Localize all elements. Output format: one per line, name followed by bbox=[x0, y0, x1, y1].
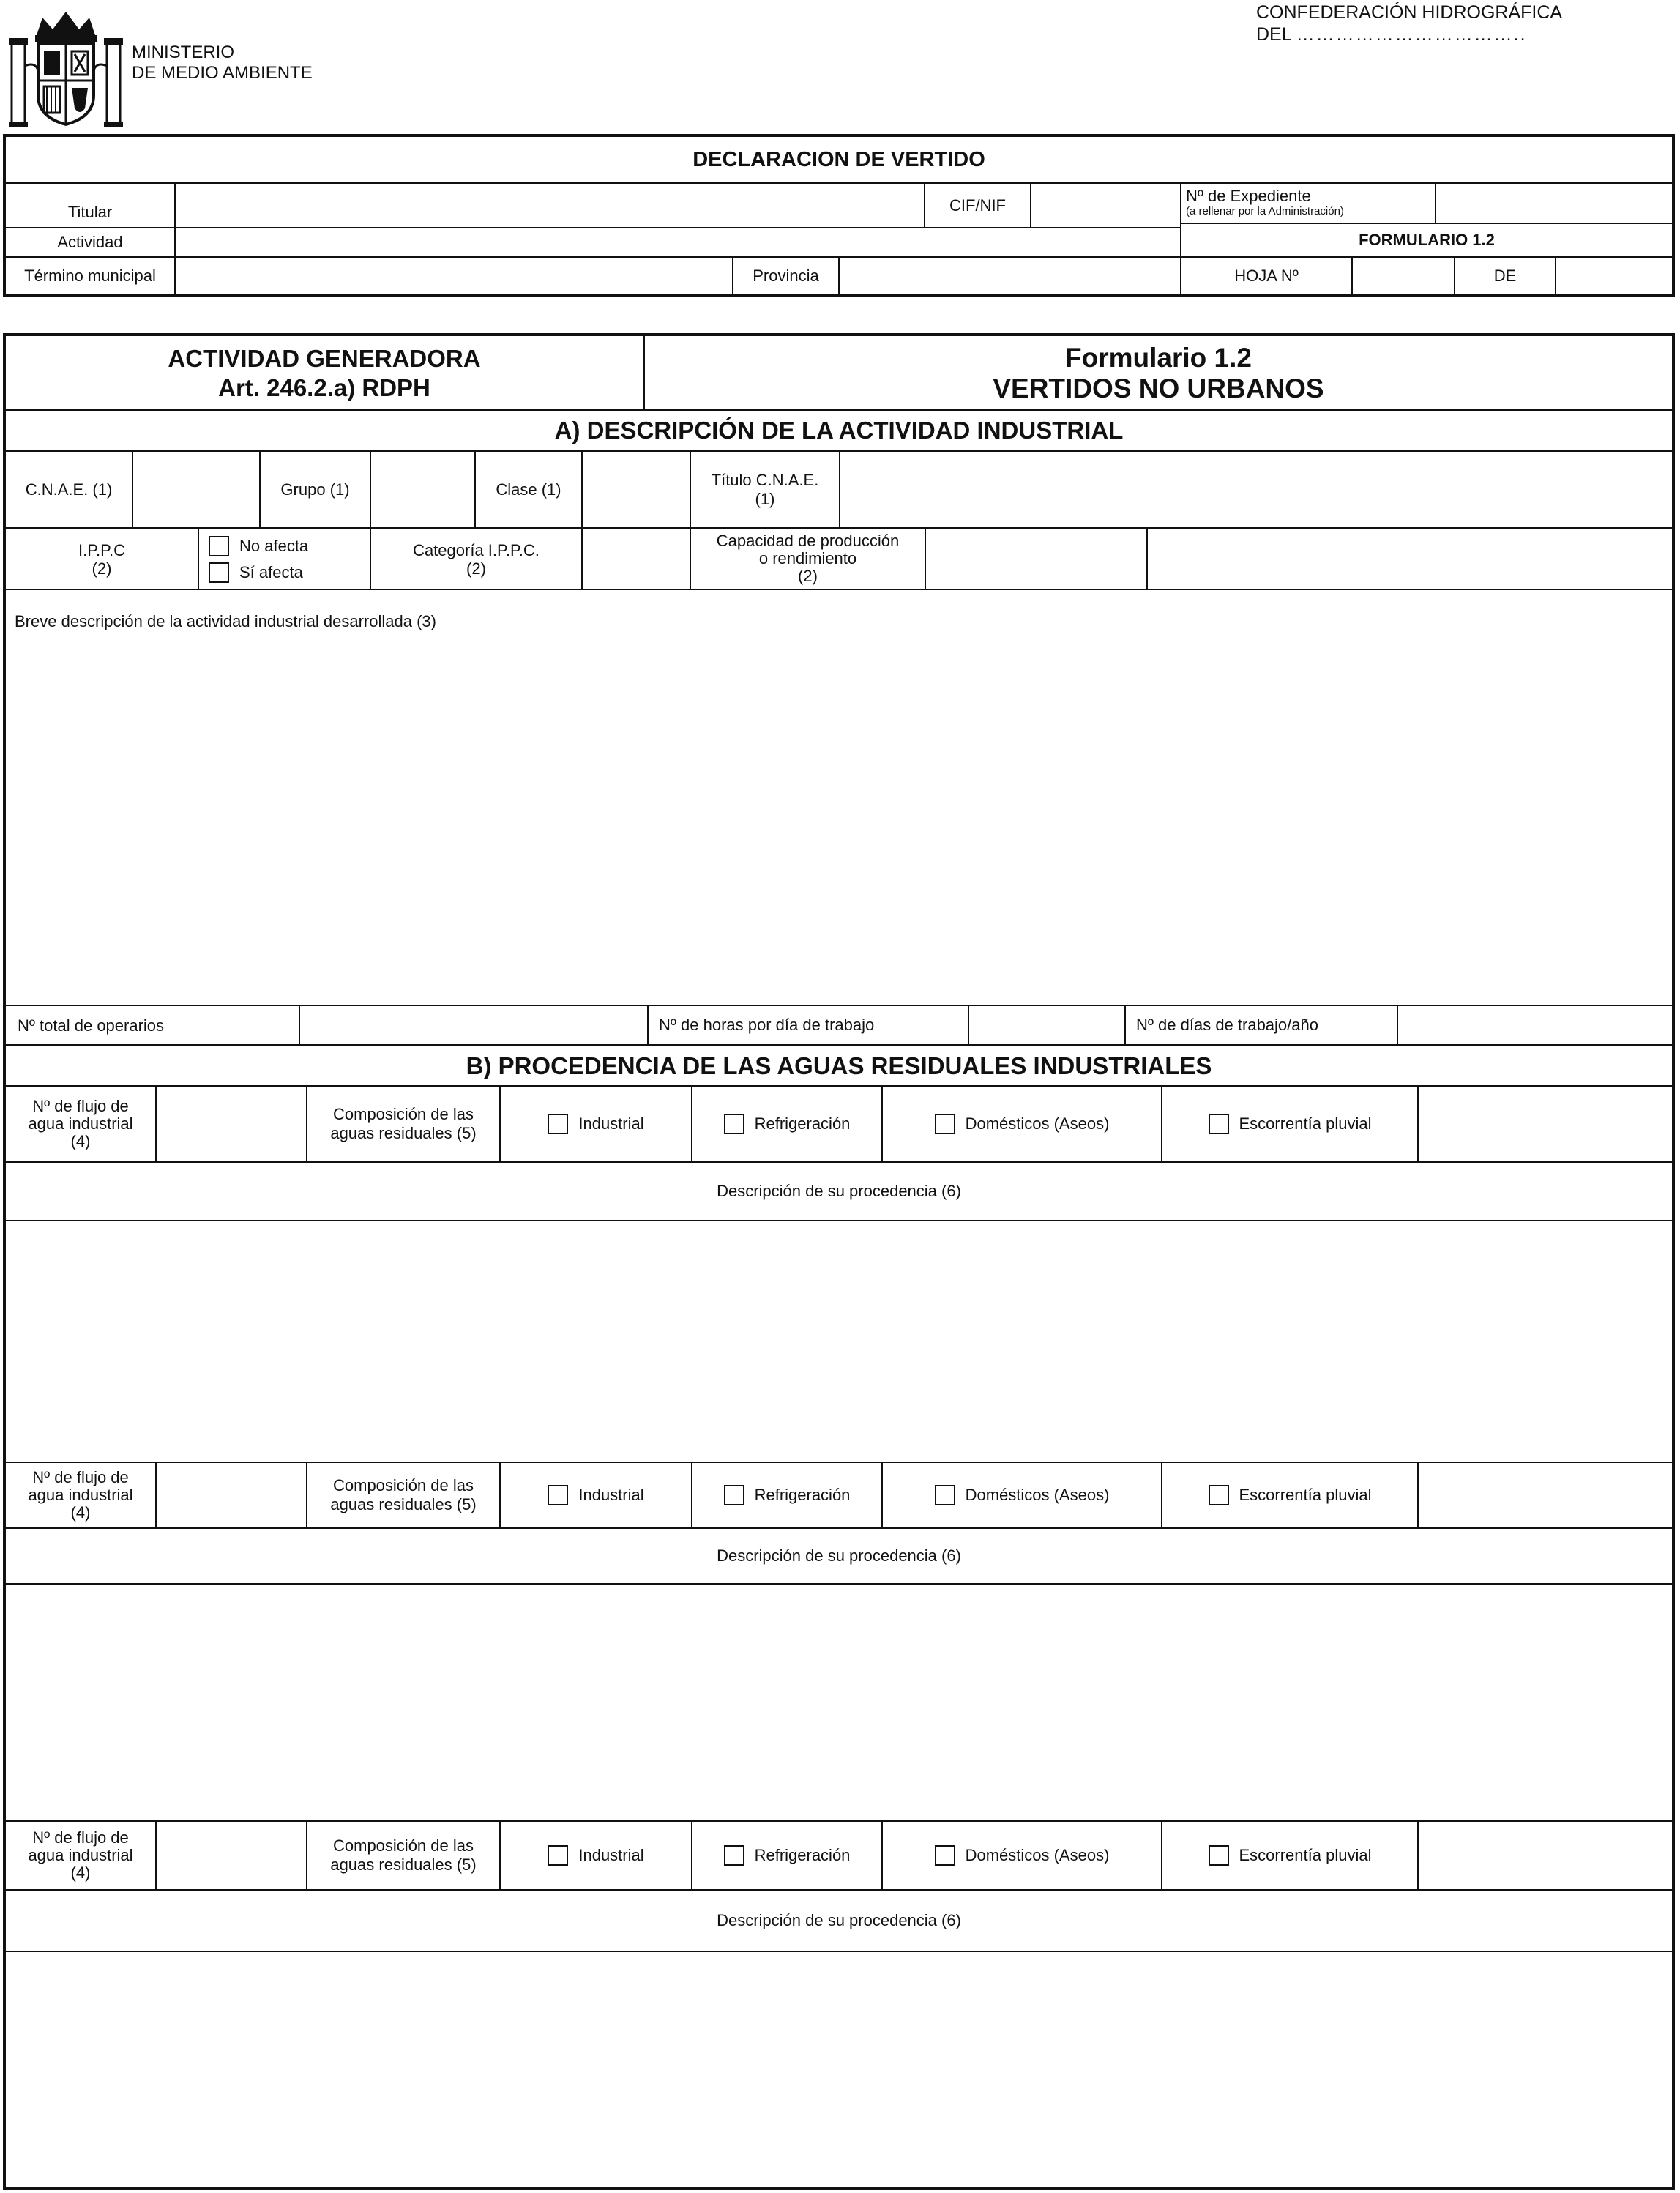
flujo-line-2: agua industrial bbox=[28, 1486, 133, 1504]
ministry-name bbox=[132, 42, 366, 83]
industrial-checkbox[interactable] bbox=[548, 1845, 568, 1866]
refrigeracion-label: Refrigeración bbox=[754, 1114, 851, 1133]
capacidad-label bbox=[691, 529, 925, 589]
ministry-line-2: DE MEDIO AMBIENTE bbox=[132, 63, 313, 83]
horas-field[interactable] bbox=[969, 1006, 1124, 1044]
composicion-label bbox=[307, 1822, 499, 1889]
titulo-cnae-line-1: Título C.N.A.E. bbox=[711, 471, 819, 490]
si-afecta-label: Sí afecta bbox=[239, 563, 303, 581]
grupo-field[interactable] bbox=[371, 452, 474, 527]
domesticos-checkbox[interactable] bbox=[935, 1114, 955, 1134]
flujo-field[interactable] bbox=[157, 1822, 306, 1889]
breve-descripcion-field[interactable] bbox=[6, 637, 1672, 1005]
confederacion-header bbox=[1256, 1, 1666, 45]
flujo-line-1: Nº de flujo de bbox=[32, 1468, 129, 1486]
confederacion-line-1: CONFEDERACIÓN HIDROGRÁFICA bbox=[1256, 2, 1563, 23]
escorrentia-label: Escorrentía pluvial bbox=[1239, 1846, 1372, 1864]
formulario-label: FORMULARIO 1.2 bbox=[1359, 231, 1495, 249]
refrigeracion-checkbox[interactable] bbox=[724, 1485, 744, 1505]
flujo-label bbox=[6, 1463, 155, 1527]
cif-field[interactable] bbox=[1031, 184, 1180, 227]
confederacion-dots: …………………………….. bbox=[1296, 24, 1527, 45]
formulario-title-line-1: Formulario 1.2 bbox=[1065, 343, 1252, 373]
de-label: DE bbox=[1493, 266, 1517, 285]
flujo-line-1: Nº de flujo de bbox=[32, 1097, 129, 1115]
flujo-line-3: (4) bbox=[70, 1864, 91, 1882]
cif-label: CIF/NIF bbox=[949, 196, 1006, 215]
flujo-line-2: agua industrial bbox=[28, 1114, 133, 1133]
domesticos-checkbox[interactable] bbox=[935, 1485, 955, 1505]
provincia-label: Provincia bbox=[753, 266, 819, 285]
domesticos-option[interactable] bbox=[883, 1822, 1161, 1889]
domesticos-option[interactable] bbox=[883, 1087, 1161, 1161]
termino-label: Término municipal bbox=[24, 266, 156, 285]
actividad-field[interactable] bbox=[176, 228, 1180, 256]
ippc-options bbox=[209, 533, 366, 587]
refrigeracion-option[interactable] bbox=[692, 1463, 881, 1527]
flujo-label bbox=[6, 1822, 155, 1889]
industrial-label: Industrial bbox=[578, 1486, 644, 1504]
industrial-option[interactable] bbox=[501, 1463, 691, 1527]
expediente-note: (a rellenar por la Administración) bbox=[1186, 205, 1344, 217]
capacidad-line-3: (2) bbox=[798, 567, 818, 585]
dias-label: Nº de días de trabajo/año bbox=[1136, 1016, 1318, 1035]
flujo-line-3: (4) bbox=[70, 1132, 91, 1150]
hoja-label: HOJA Nº bbox=[1234, 266, 1299, 285]
industrial-checkbox[interactable] bbox=[548, 1114, 568, 1134]
no-afecta-checkbox[interactable] bbox=[209, 536, 229, 556]
confederacion-del-label: DEL bbox=[1256, 24, 1291, 45]
ippc-line-1: I.P.P.C bbox=[78, 540, 125, 559]
actividad-label: Actividad bbox=[57, 233, 123, 252]
composicion-extra-field[interactable] bbox=[1419, 1463, 1672, 1527]
industrial-checkbox[interactable] bbox=[548, 1485, 568, 1505]
refrigeracion-checkbox[interactable] bbox=[724, 1114, 744, 1134]
industrial-label: Industrial bbox=[578, 1114, 644, 1133]
operarios-field[interactable] bbox=[300, 1006, 647, 1044]
formulario-title-line-2: VERTIDOS NO URBANOS bbox=[993, 373, 1324, 403]
breve-descripcion-label: Breve descripción de la actividad industrial desarrollada (3) bbox=[15, 612, 436, 630]
descripcion-procedencia-field[interactable] bbox=[6, 1221, 1672, 1462]
ippc-si-afecta-option[interactable] bbox=[209, 559, 366, 586]
cnae-field[interactable] bbox=[133, 452, 259, 527]
refrigeracion-label: Refrigeración bbox=[754, 1486, 851, 1504]
clase-field[interactable] bbox=[583, 452, 690, 527]
flujo-field[interactable] bbox=[157, 1087, 306, 1161]
escorrentia-option[interactable] bbox=[1162, 1087, 1417, 1161]
ippc-label bbox=[6, 530, 198, 589]
clase-label: Clase (1) bbox=[496, 480, 561, 499]
provincia-field[interactable] bbox=[840, 258, 1180, 294]
composicion-extra-field[interactable] bbox=[1419, 1087, 1672, 1161]
composicion-label bbox=[307, 1087, 499, 1161]
composicion-label bbox=[307, 1463, 499, 1527]
composicion-line-1: Composición de las bbox=[333, 1836, 474, 1855]
descripcion-procedencia-label: Descripción de su procedencia (6) bbox=[717, 1182, 961, 1201]
categoria-ippc-field[interactable] bbox=[583, 529, 690, 589]
composicion-extra-field[interactable] bbox=[1419, 1822, 1672, 1889]
titulo-cnae-line-2: (1) bbox=[755, 489, 775, 508]
escorrentia-option[interactable] bbox=[1162, 1463, 1417, 1527]
ippc-no-afecta-option[interactable] bbox=[209, 533, 366, 559]
titulo-cnae-field[interactable] bbox=[840, 452, 1672, 527]
descripcion-procedencia-field[interactable] bbox=[6, 1952, 1672, 2187]
descripcion-procedencia-label: Descripción de su procedencia (6) bbox=[717, 1911, 961, 1930]
industrial-label: Industrial bbox=[578, 1846, 644, 1864]
capacidad-line-1: Capacidad de producción bbox=[716, 532, 900, 550]
horas-label: Nº de horas por día de trabajo bbox=[659, 1016, 875, 1035]
composicion-line-2: aguas residuales (5) bbox=[330, 1124, 477, 1142]
composicion-line-2: aguas residuales (5) bbox=[330, 1855, 477, 1874]
confederacion-line-2 bbox=[1256, 23, 1666, 45]
escorrentia-label: Escorrentía pluvial bbox=[1239, 1114, 1372, 1133]
domesticos-checkbox[interactable] bbox=[935, 1845, 955, 1866]
capacidad-extra-field[interactable] bbox=[1148, 529, 1672, 589]
refrigeracion-option[interactable] bbox=[692, 1087, 881, 1161]
de-field[interactable] bbox=[1556, 258, 1672, 294]
expediente-label bbox=[1186, 187, 1435, 223]
flujo-line-3: (4) bbox=[70, 1503, 91, 1522]
escorrentia-label: Escorrentía pluvial bbox=[1239, 1486, 1372, 1504]
cnae-label: C.N.A.E. (1) bbox=[25, 480, 113, 499]
flujo-line-1: Nº de flujo de bbox=[32, 1828, 129, 1847]
titular-label: Titular bbox=[67, 203, 113, 222]
domesticos-label: Domésticos (Aseos) bbox=[965, 1114, 1110, 1133]
actividad-generadora-title bbox=[6, 338, 643, 409]
industrial-option[interactable] bbox=[501, 1822, 691, 1889]
expediente-field[interactable] bbox=[1436, 184, 1672, 223]
descripcion-procedencia-label: Descripción de su procedencia (6) bbox=[717, 1546, 961, 1565]
coat-of-arms-logo bbox=[7, 7, 124, 128]
domesticos-option[interactable] bbox=[883, 1463, 1161, 1527]
titulo-cnae-label bbox=[691, 452, 839, 527]
flujo-label bbox=[6, 1087, 155, 1161]
refrigeracion-option[interactable] bbox=[692, 1822, 881, 1889]
hoja-field[interactable] bbox=[1353, 258, 1454, 294]
industrial-option[interactable] bbox=[501, 1087, 691, 1161]
declaracion-title: DECLARACION DE VERTIDO bbox=[692, 147, 985, 171]
actividad-generadora-line-2: Art. 246.2.a) RDPH bbox=[218, 374, 430, 401]
expediente-text: Nº de Expediente bbox=[1186, 187, 1311, 205]
capacidad-line-2: o rendimiento bbox=[758, 549, 857, 567]
domesticos-label: Domésticos (Aseos) bbox=[965, 1846, 1110, 1864]
categoria-ippc-line-1: Categoría I.P.P.C. bbox=[413, 540, 540, 559]
si-afecta-checkbox[interactable] bbox=[209, 562, 229, 583]
escorrentia-option[interactable] bbox=[1162, 1822, 1417, 1889]
actividad-generadora-line-1: ACTIVIDAD GENERADORA bbox=[168, 345, 481, 372]
escorrentia-checkbox[interactable] bbox=[1209, 1485, 1229, 1505]
flujo-line-2: agua industrial bbox=[28, 1846, 133, 1864]
escorrentia-checkbox[interactable] bbox=[1209, 1114, 1229, 1134]
no-afecta-label: No afecta bbox=[239, 537, 309, 555]
titular-field[interactable] bbox=[176, 184, 924, 227]
categoria-ippc-line-2: (2) bbox=[466, 559, 486, 578]
composicion-line-1: Composición de las bbox=[333, 1105, 474, 1123]
section-b-title: B) PROCEDENCIA DE LAS AGUAS RESIDUALES INDUSTRIALES bbox=[466, 1051, 1212, 1079]
section-a-title: A) DESCRIPCIÓN DE LA ACTIVIDAD INDUSTRIAL bbox=[554, 417, 1124, 444]
termino-field[interactable] bbox=[176, 258, 732, 294]
descripcion-procedencia-field[interactable] bbox=[6, 1585, 1672, 1820]
flujo-field[interactable] bbox=[157, 1463, 306, 1527]
composicion-line-1: Composición de las bbox=[333, 1476, 474, 1494]
formulario-title bbox=[645, 338, 1672, 409]
domesticos-label: Domésticos (Aseos) bbox=[965, 1486, 1110, 1504]
categoria-ippc-label bbox=[371, 530, 581, 589]
operarios-label: Nº total de operarios bbox=[18, 1016, 165, 1035]
escorrentia-checkbox[interactable] bbox=[1209, 1845, 1229, 1866]
refrigeracion-label: Refrigeración bbox=[754, 1846, 851, 1864]
ministry-line-1: MINISTERIO bbox=[132, 42, 235, 62]
ippc-line-2: (2) bbox=[92, 559, 112, 578]
refrigeracion-checkbox[interactable] bbox=[724, 1845, 744, 1866]
grupo-label: Grupo (1) bbox=[280, 480, 350, 499]
dias-field[interactable] bbox=[1398, 1006, 1672, 1044]
capacidad-field[interactable] bbox=[926, 529, 1146, 589]
composicion-line-2: aguas residuales (5) bbox=[330, 1495, 477, 1513]
